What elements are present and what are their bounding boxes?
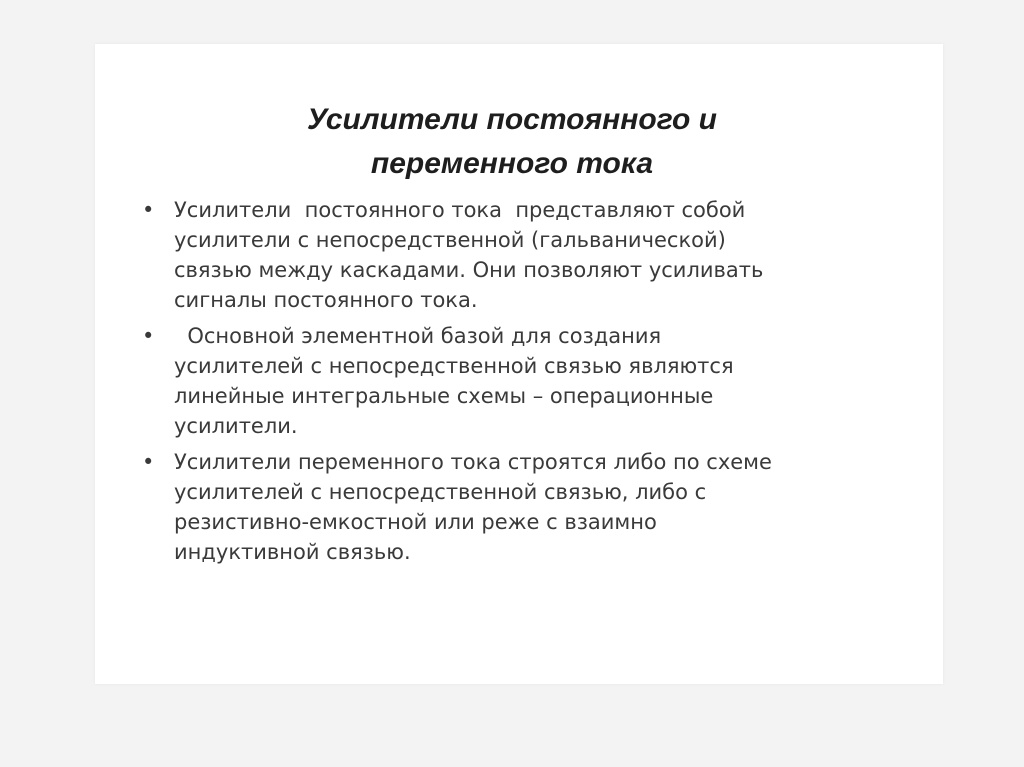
bullet-2-line-1: Основной элементной базой для создания xyxy=(174,324,662,348)
bullet-3-line-3: резистивно-емкостной или реже с взаимно xyxy=(174,510,657,534)
bullet-1-line-2: усилители с непосредственной (гальванической) xyxy=(174,228,726,252)
bullet-3-line-2: усилителей с непосредственной связью, либо с xyxy=(174,480,707,504)
bullet-marker-icon: • xyxy=(142,450,155,474)
bullet-item-2 xyxy=(142,321,902,441)
bullet-item-3 xyxy=(142,447,902,567)
bullet-marker-icon: • xyxy=(142,324,155,348)
bullet-2-line-4: усилители. xyxy=(174,414,298,438)
slide-title xyxy=(0,98,1024,186)
bullet-1-line-1: Усилители постоянного тока представляют собой xyxy=(174,198,746,222)
bullet-1-line-3: связью между каскадами. Они позволяют усиливать xyxy=(174,258,764,282)
bullet-3-line-4: индуктивной связью. xyxy=(174,540,411,564)
slide-title-line-2: переменного тока xyxy=(370,147,654,181)
bullet-list xyxy=(142,195,902,573)
bullet-marker-icon: • xyxy=(142,198,155,222)
bullet-item-1 xyxy=(142,195,902,315)
bullet-1-line-4: сигналы постоянного тока. xyxy=(174,288,478,312)
bullet-2-line-3: линейные интегральные схемы – операционные xyxy=(174,384,714,408)
bullet-3-line-1: Усилители переменного тока строятся либо по схеме xyxy=(174,450,772,474)
bullet-2-line-2: усилителей с непосредственной связью являются xyxy=(174,354,734,378)
slide-title-line-1: Усилители постоянного и xyxy=(307,103,717,137)
